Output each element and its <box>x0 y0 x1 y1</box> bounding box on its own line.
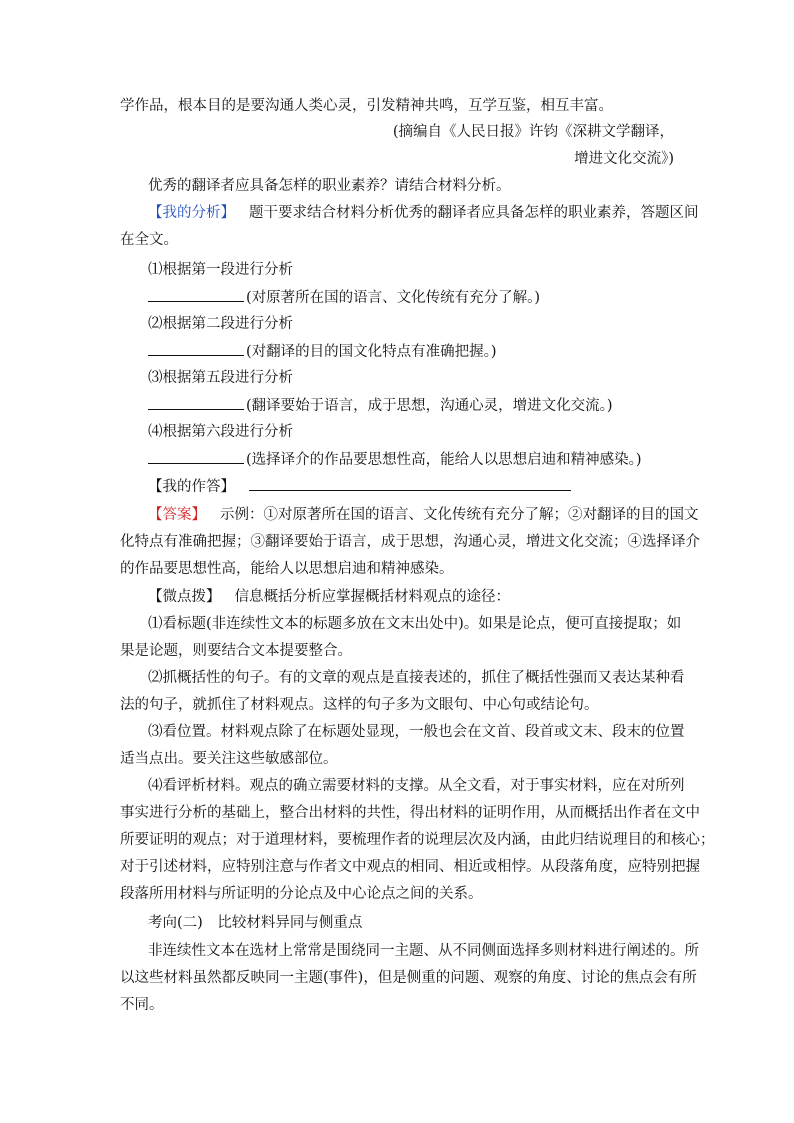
tip-tag: 【微点拨】 <box>148 589 221 605</box>
answer-line <box>148 505 708 525</box>
text-line: 法的句子，就抓住了材料观点。这样的句子多为文眼句、中心句或结论句。 <box>120 697 599 713</box>
step-answer: (对翻译的目的国文化特点有准确把握。) <box>148 341 708 362</box>
text-line: 对于引述材料，应特别注意与作者文中观点的相同、相近或相悖。从段落角度，应特别把握 <box>120 859 700 875</box>
text-line: 段落所用材料与所证明的分论点及中心论点之间的关系。 <box>120 886 483 902</box>
analysis-line <box>148 203 708 223</box>
source-citation-cont: 增进文化交流》) <box>574 151 674 167</box>
text-line: 以这些材料虽然都反映同一主题(事件)，但是侧重的问题、观察的角度、讨论的焦点会有所 <box>120 970 697 986</box>
step-answer: (对原著所在国的语言、文化传统有充分了解。) <box>148 287 708 308</box>
text-line: 的作品要思想性高，能给人以思想启迪和精神感染。 <box>120 561 454 577</box>
text-line: 在全文。 <box>120 232 178 248</box>
fill-blank[interactable] <box>148 287 244 302</box>
my-answer-line <box>148 476 708 497</box>
source-citation: (摘编自《人民日报》许钧《深耕文学翻译， <box>392 124 674 140</box>
fill-blank[interactable] <box>148 449 244 464</box>
step-heading: ⑴根据第一段进行分析 <box>148 262 293 278</box>
my-answer-tag: 【我的作答】 <box>148 479 235 495</box>
text-line: 所要证明的观点；对于道理材料，要梳理作者的说理层次及内涵，由此归结说理目的和核心； <box>120 832 715 848</box>
text-line: ⑴看标题(非连续性文本的标题多放在文末出处中)。如果是论点，便可直接提取；如 <box>148 616 682 632</box>
answer-blank[interactable] <box>249 476 571 491</box>
text-line: 化特点有准确把握；③翻译要始于语言，成于思想，沟通心灵，增进文化交流；④选择译介 <box>120 534 700 550</box>
text-line: 果是论题，则要结合文本提要整合。 <box>120 643 352 659</box>
text-line: ⑵抓概括性的句子。有的文章的观点是直接表述的，抓住了概括性强而又表达某种看 <box>148 670 685 686</box>
step-heading: ⑵根据第二段进行分析 <box>148 316 293 332</box>
answer-text: 示例：①对原著所在国的语言、文化传统有充分了解；②对翻译的目的国文 <box>220 507 699 523</box>
step-heading: ⑶根据第五段进行分析 <box>148 370 293 386</box>
step-answer: (选择译介的作品要思想性高，能给人以思想启迪和精神感染。) <box>148 449 708 470</box>
section-heading: 考向(二) 比较材料异同与侧重点 <box>148 915 363 931</box>
analysis-text: 题干要求结合材料分析优秀的翻译者应具备怎样的职业素养，答题区间 <box>249 205 699 221</box>
text-line: 事实进行分析的基础上，整合出材料的共性，得出材料的证明作用，从而概括出作者在文中 <box>120 805 700 821</box>
tip-text: 信息概括分析应掌握概括材料观点的途径： <box>234 589 510 605</box>
text-line: ⑶看位置。材料观点除了在标题处显现，一般也会在文首、段首或文末、段末的位置 <box>148 724 685 740</box>
step-heading: ⑷根据第六段进行分析 <box>148 424 293 440</box>
question-prompt: 优秀的翻译者应具备怎样的职业素养？请结合材料分析。 <box>148 178 511 194</box>
tip-line <box>148 587 708 607</box>
fill-blank[interactable] <box>148 395 244 410</box>
fill-blank[interactable] <box>148 341 244 356</box>
step-answer: (翻译要始于语言，成于思想，沟通心灵，增进文化交流。) <box>148 395 708 416</box>
answer-tag: 【答案】 <box>148 507 206 523</box>
text-line: 不同。 <box>120 997 164 1013</box>
analysis-tag: 【我的分析】 <box>148 205 235 221</box>
text-line: ⑷看评析材料。观点的确立需要材料的支撑。从全文看，对于事实材料，应在对所列 <box>148 778 685 794</box>
text-line: 非连续性文本在选材上常常是围绕同一主题、从不同侧面选择多则材料进行阐述的。所 <box>148 943 699 959</box>
text-line: 学作品，根本目的是要沟通人类心灵，引发精神共鸣，互学互鉴，相互丰富。 <box>120 98 613 114</box>
text-line: 适当点出。要关注这些敏感部位。 <box>120 751 338 767</box>
